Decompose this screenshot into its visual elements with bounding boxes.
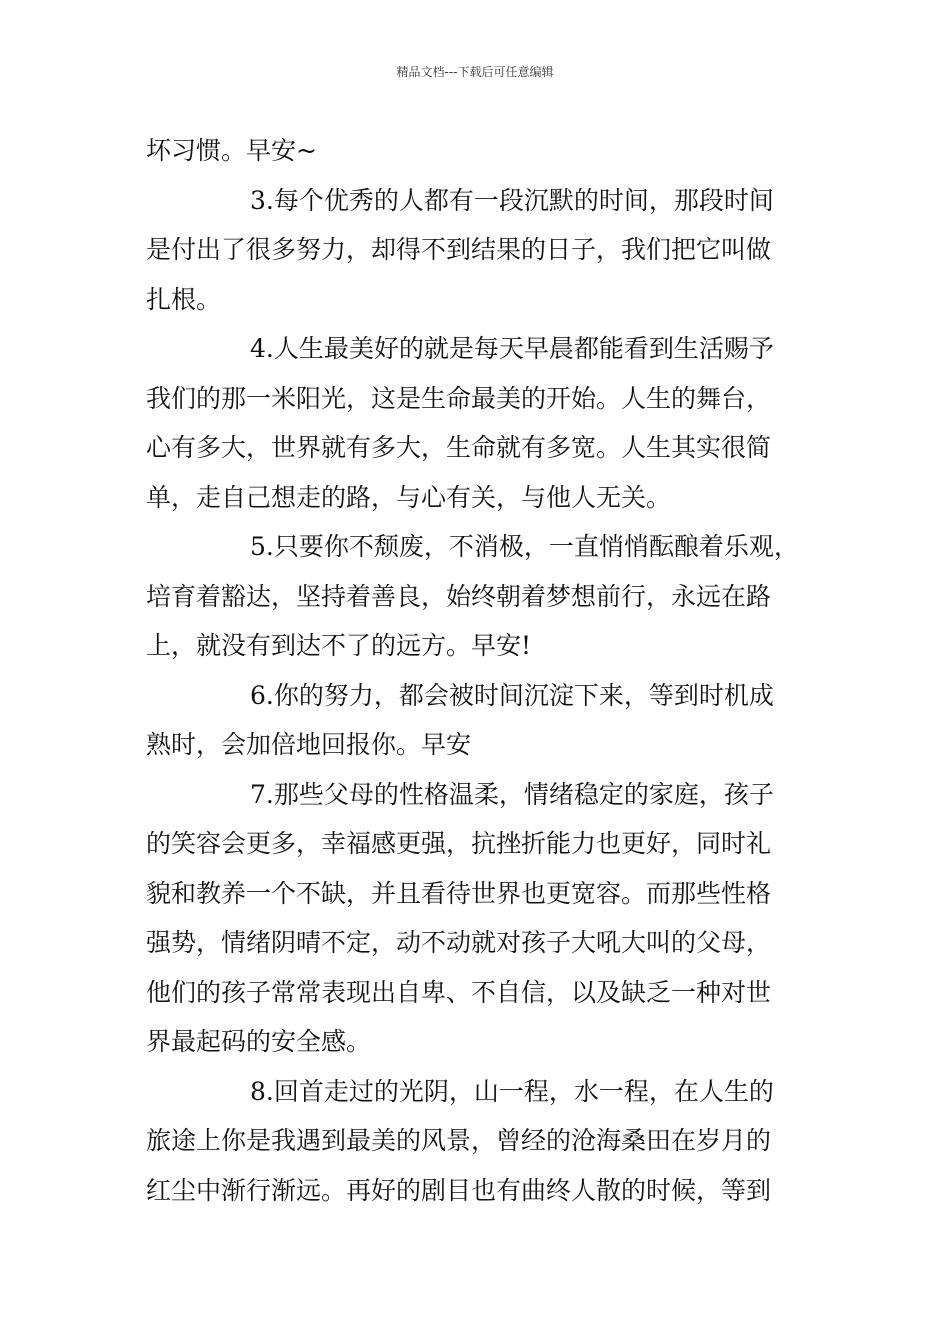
text-line: 的笑容会更多，幸福感更强，抗挫折能力也更好，同时礼 [146,829,772,858]
text-line: 5.只要你不颓废，不消极，一直悄悄酝酿着乐观， [250,532,799,561]
text-line: 7.那些父母的性格温柔，情绪稳定的家庭，孩子 [250,779,774,809]
text-line: 坏习惯。早安~ [146,136,317,165]
paragraph [146,770,836,1067]
paragraph [146,671,836,770]
text-line: 8.回首走过的光阴，山一程，水一程，在人生的 [250,1076,774,1106]
paragraph [146,1067,836,1216]
text-line: 心有多大，世界就有多大，生命就有多宽。人生其实很简 [146,433,772,462]
text-line: 他们的孩子常常表现出自卑、不自信，以及缺乏一种对世 [146,977,772,1007]
paragraph [146,522,836,671]
text-line: 是付出了很多努力，却得不到结果的日子，我们把它叫做 [146,235,772,264]
text-line: 单，走自己想走的路，与心有关，与他人无关。 [146,482,672,512]
document-body [146,126,836,1215]
text-line: 貌和教养一个不缺，并且看待世界也更宽容。而那些性格 [146,878,772,908]
text-line: 旅途上你是我遇到最美的风景，曾经的沧海桑田在岁月的 [146,1126,772,1155]
text-line: 熟时，会加倍地回报你。早安 [146,730,472,759]
text-line: 3.每个优秀的人都有一段沉默的时间，那段时间 [250,185,774,215]
text-line: 上，就没有到达不了的远方。早安! [146,631,532,660]
text-line: 强势，情绪阴晴不定，动不动就对孩子大吼大叫的父母， [146,928,772,957]
text-line: 扎根。 [146,284,222,314]
page-header: 精品文档---下载后可任意编辑 [396,65,554,79]
text-line: 6.你的努力，都会被时间沉淀下来，等到时机成 [250,680,774,710]
paragraph [146,324,836,522]
text-line: 我们的那一米阳光，这是生命最美的开始。人生的舞台， [146,383,772,413]
text-line: 培育着豁达，坚持着善良，始终朝着梦想前行，永远在路 [146,581,772,611]
text-line: 红尘中渐行渐远。再好的剧目也有曲终人散的时候，等到 [146,1175,772,1205]
text-line: 4.人生最美好的就是每天早晨都能看到生活赐予 [250,334,774,363]
paragraph [146,176,836,325]
text-line: 界最起码的安全感。 [146,1027,372,1056]
paragraph [146,126,836,176]
